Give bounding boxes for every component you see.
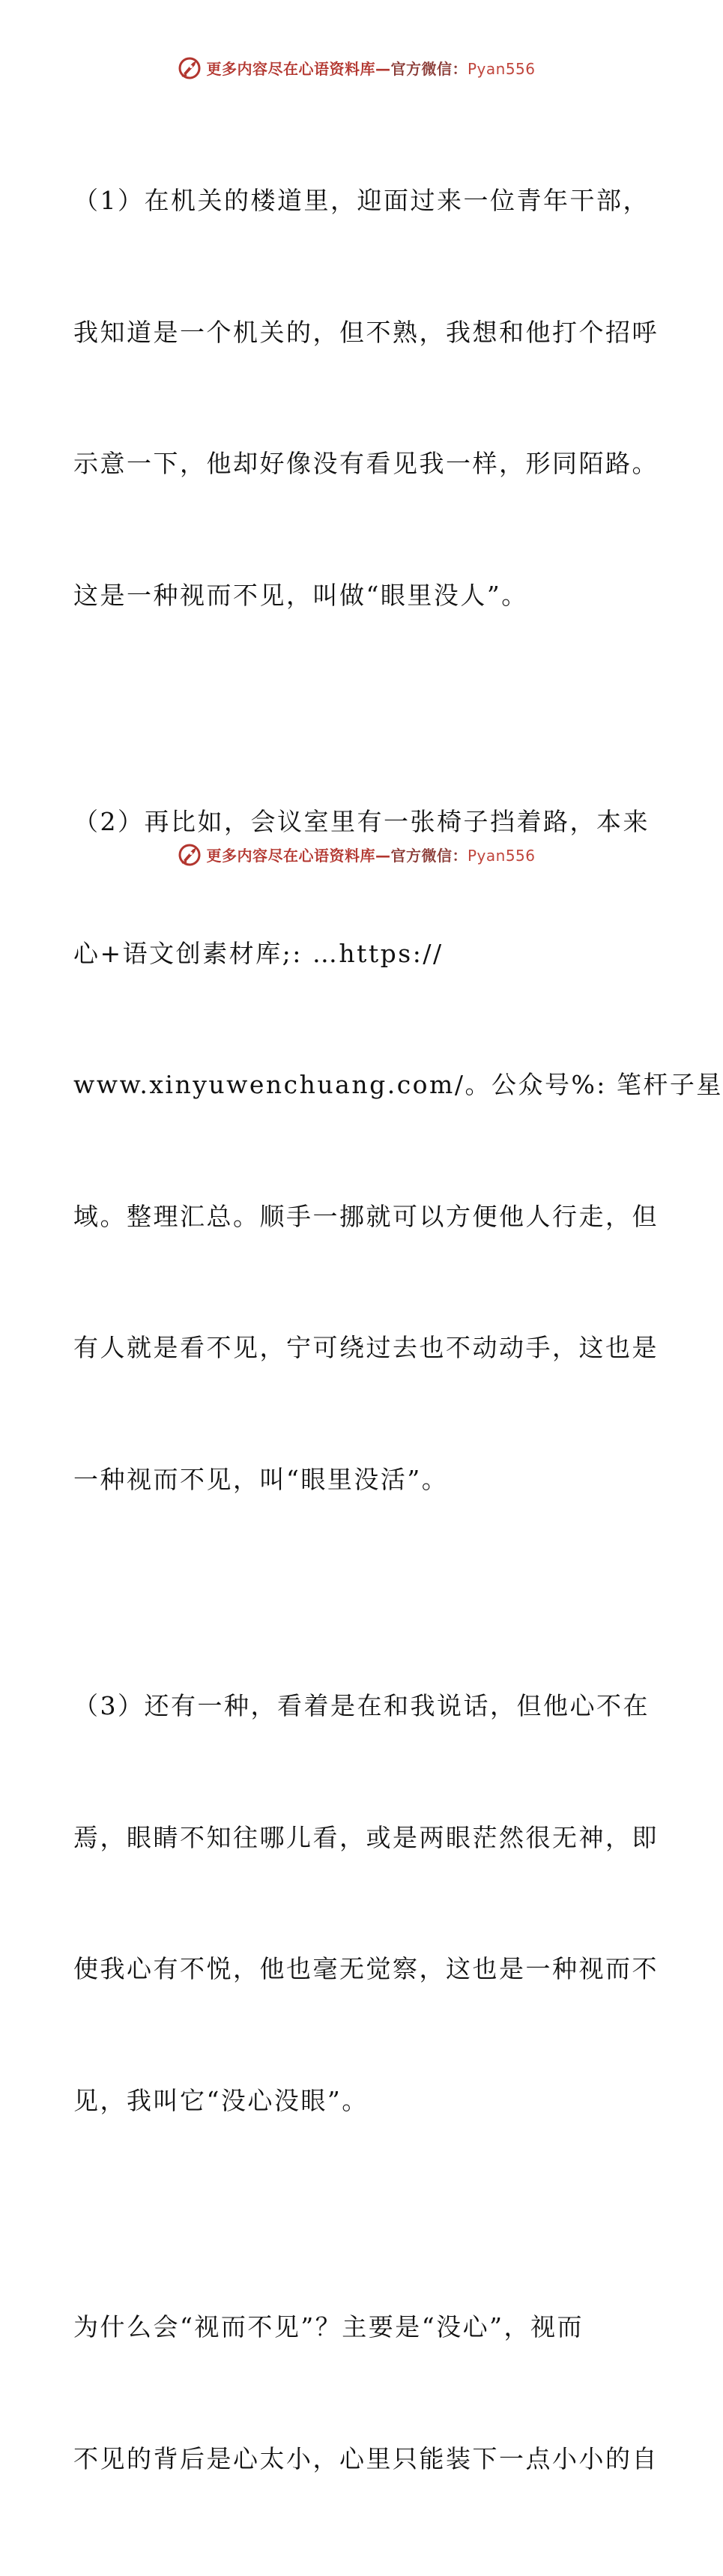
text-line: 为什么会“视而不见”？主要是“没心”，视而 [73,2312,584,2341]
text-line: 心+语文创素材库;: …https:// [73,938,444,968]
watermark-text [206,57,535,79]
text-line: （1）在机关的楼道里，迎面过来一位青年干部， [73,186,650,215]
paragraph-3 [73,1597,659,2210]
text-line: 使我心有不悦，他也毫无觉察，这也是一种视而不 [73,1954,659,1983]
watermark-dash: — [375,59,391,78]
text-line: 有人就是看不见，宁可绕过去也不动动手，这也是 [73,1333,659,1362]
paragraph-4 [73,2218,659,2569]
footer-watermark [0,839,712,869]
text-line: 这是一种视而不见，叫做“眼里没人”。 [73,580,528,610]
body-text [73,91,723,2576]
text-line: 域。整理汇总。顺手一挪就可以方便他人行走，但 [73,1201,659,1231]
watermark-official: 官方微信： [390,59,468,78]
watermark-official: 官方微信： [390,846,468,865]
watermark-dash: — [375,846,391,865]
pen-nib-logo-icon [176,841,203,868]
watermark-main: 更多内容尽在心语资料库 [206,59,375,78]
text-line: 见，我叫它“没心没眼”。 [73,2085,369,2115]
text-line: 一种视而不见，叫“眼里没活”。 [73,1464,449,1494]
pen-nib-logo-icon [176,54,203,81]
text-line: www.xinyuwenchuang.com/。公众号%: 笔杆子星 [73,1070,723,1099]
text-line: （3）还有一种，看着是在和我说话，但他心不在 [73,1691,650,1720]
text-line: 我知道是一个机关的，但不熟，我想和他打个招呼 [73,317,659,347]
watermark-id: Pyan556 [467,59,536,78]
watermark-main: 更多内容尽在心语资料库 [206,846,375,865]
watermark-id: Pyan556 [467,846,536,865]
text-line: 焉，眼睛不知往哪儿看，或是两眼茫然很无神，即 [73,1822,659,1852]
text-line: 不见的背后是心太小，心里只能装下一点小小的自 [73,2443,659,2473]
header-watermark [0,52,712,82]
text-line: （2）再比如，会议室里有一张椅子挡着路，本来 [73,807,650,836]
paragraph-1 [73,91,659,705]
text-line: 示意一下，他却好像没有看见我一样，形同陌路。 [73,449,659,478]
watermark-text [206,844,535,865]
